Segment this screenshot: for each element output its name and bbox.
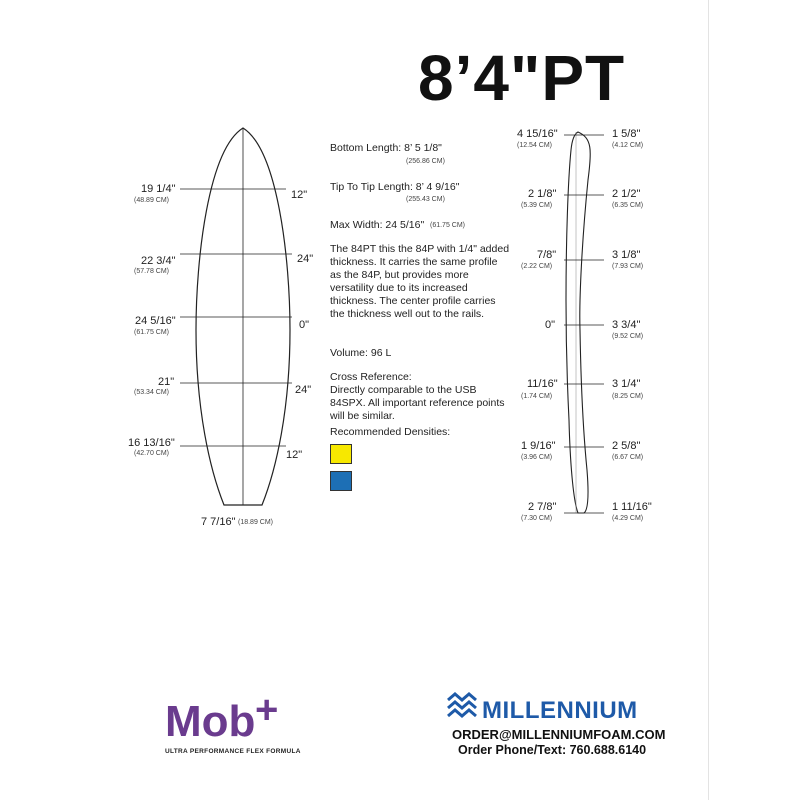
station-width-cm-2: (57.78 CM) xyxy=(134,268,170,275)
profile-left-7: 2 7/8" xyxy=(528,501,557,513)
profile-right-cm-2: (6.35 CM) xyxy=(612,202,644,209)
densities-label: Recommended Densities: xyxy=(330,426,451,438)
mob-tagline: ULTRA PERFORMANCE FLEX FORMULA xyxy=(165,748,301,755)
board-description: The 84PT this the 84P with 1/4" added thickness. It carries the same profile as the 84P, but provides more versatility due to its increased thickness. The center profile carries the thickness well out to the rails. xyxy=(330,243,510,320)
profile-right-3: 3 1/8" xyxy=(612,249,641,261)
rocker-profile xyxy=(566,132,590,513)
order-email: ORDER@MILLENNIUMFOAM.COM xyxy=(452,727,666,742)
bottom-length: Bottom Length: 8’ 5 1/8" xyxy=(330,142,442,154)
page-title: 8’4"PT xyxy=(418,42,626,114)
profile-right-1: 1 5/8" xyxy=(612,128,641,140)
station-marker-4: 24" xyxy=(295,384,312,396)
millennium-logo-icon xyxy=(448,694,476,716)
millennium-logo: MILLENNIUM xyxy=(482,697,638,724)
profile-left-cm-1: (12.54 CM) xyxy=(517,142,553,149)
profile-right-cm-1: (4.12 CM) xyxy=(612,142,644,149)
max-width: Max Width: 24 5/16" xyxy=(330,219,425,231)
station-width-cm-5: (42.70 CM) xyxy=(134,450,170,457)
profile-right-cm-5: (8.25 CM) xyxy=(612,393,644,400)
station-width-cm-3: (61.75 CM) xyxy=(134,329,170,336)
profile-right-4: 3 3/4" xyxy=(612,319,641,331)
profile-left-cm-7: (7.30 CM) xyxy=(521,515,553,522)
station-marker-2: 24" xyxy=(297,253,314,265)
station-width-cm-4: (53.34 CM) xyxy=(134,389,170,396)
cross-reference-text: Directly comparable to the USB 84SPX. All important reference points will be similar. xyxy=(330,384,505,422)
profile-right-5: 3 1/4" xyxy=(612,378,641,390)
station-width-2: 22 3/4" xyxy=(141,255,176,267)
mob-plus-icon: + xyxy=(255,688,279,732)
tail-width: 7 7/16" xyxy=(201,516,236,528)
station-width-5: 16 13/16" xyxy=(128,437,175,449)
station-width-4: 21" xyxy=(158,376,175,388)
profile-left-cm-6: (3.96 CM) xyxy=(521,454,553,461)
profile-left-2: 2 1/8" xyxy=(528,188,557,200)
station-marker-5: 12" xyxy=(286,449,303,461)
max-width-cm: (61.75 CM) xyxy=(430,222,466,229)
profile-right-cm-6: (6.67 CM) xyxy=(612,454,644,461)
profile-right-cm-7: (4.29 CM) xyxy=(612,515,644,522)
profile-left-5: 11/16" xyxy=(527,378,558,390)
order-phone: Order Phone/Text: 760.688.6140 xyxy=(458,743,647,757)
profile-left-4: 0" xyxy=(545,319,556,331)
station-marker-1: 12" xyxy=(291,189,308,201)
tail-width-cm: (18.89 CM) xyxy=(238,519,274,526)
tip-to-tip-length: Tip To Tip Length: 8’ 4 9/16" xyxy=(330,181,460,193)
profile-left-6: 1 9/16" xyxy=(521,440,556,452)
profile-right-cm-3: (7.93 CM) xyxy=(612,263,644,270)
station-width-1: 19 1/4" xyxy=(141,183,176,195)
profile-right-7: 1 11/16" xyxy=(612,501,652,513)
density-swatch-blue xyxy=(330,471,352,491)
cross-reference-label: Cross Reference: xyxy=(330,371,412,383)
profile-left-3: 7/8" xyxy=(537,249,557,261)
profile-right-cm-4: (9.52 CM) xyxy=(612,333,644,340)
mob-logo: Mob xyxy=(165,697,256,746)
profile-left-1: 4 15/16" xyxy=(517,128,558,140)
profile-left-cm-2: (5.39 CM) xyxy=(521,202,553,209)
tip-to-tip-length-cm: (255.43 CM) xyxy=(406,196,445,203)
profile-right-2: 2 1/2" xyxy=(612,188,641,200)
density-swatch-yellow xyxy=(330,444,352,464)
bottom-length-cm: (256.86 CM) xyxy=(406,158,445,165)
profile-left-cm-5: (1.74 CM) xyxy=(521,393,553,400)
station-width-cm-1: (48.89 CM) xyxy=(134,197,170,204)
volume: Volume: 96 L xyxy=(330,347,392,359)
profile-right-6: 2 5/8" xyxy=(612,440,641,452)
station-marker-3: 0" xyxy=(299,319,310,331)
profile-left-cm-3: (2.22 CM) xyxy=(521,263,553,270)
station-width-3: 24 5/16" xyxy=(135,315,176,327)
